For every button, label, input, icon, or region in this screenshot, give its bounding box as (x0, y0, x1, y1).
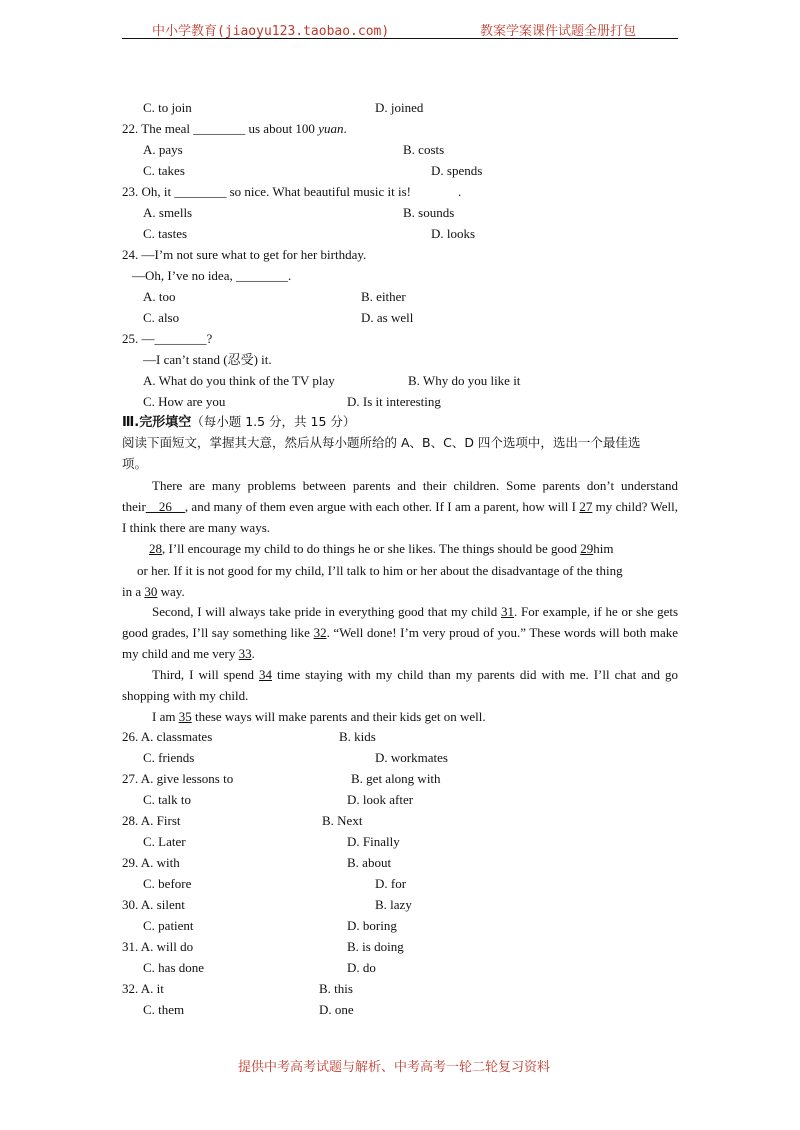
passage-paragraph-2: 28, I’ll encourage my child to do things he or she likes. The things should be good 29him (149, 541, 614, 556)
q22-option-c: C. takes (143, 163, 185, 178)
q28-option-a: 28. A. First (122, 813, 181, 828)
passage-paragraph-2-line3: in a 30 way. (122, 584, 185, 599)
q25-line2: —I can’t stand (忍受) it. (143, 352, 272, 367)
q24-line2: —Oh, I’ve no idea, ________. (132, 268, 292, 283)
q24-option-b: B. either (361, 289, 406, 304)
q29-option-b: B. about (347, 855, 392, 870)
blank-27: 27 (579, 499, 593, 514)
blank-30: 30 (144, 584, 158, 599)
section-title: Ⅲ.完形填空 (122, 415, 192, 430)
blank-29: 29 (580, 541, 594, 556)
header-rule (122, 38, 678, 39)
q21-option-d: D. joined (375, 100, 424, 115)
q24-line1: 24. —I’m not sure what to get for her birthday. (122, 247, 367, 262)
q32-option-b: B. this (319, 981, 353, 996)
q25-option-b: B. Why do you like it (408, 373, 521, 388)
header-left: 中小学教育(jiaoyu123.taobao.com) (152, 24, 390, 39)
section-score: （每小题 1.5 分，共 15 分） (191, 414, 356, 429)
q22-option-d: D. spends (431, 163, 483, 178)
q31-option-b: B. is doing (347, 939, 404, 954)
q30-option-a: 30. A. silent (122, 897, 185, 912)
passage-paragraph-4: Third, I will spend 34 time staying with my child than my parents did with me. I’ll chat and go shopping with my child. (122, 667, 678, 703)
q26-option-a: 26. A. classmates (122, 729, 213, 744)
q25-option-c: C. How are you (143, 394, 226, 409)
q24-option-d: D. as well (361, 310, 414, 325)
q30-option-b: B. lazy (375, 897, 412, 912)
q29-option-a: 29. A. with (122, 855, 180, 870)
q26-option-d: D. workmates (375, 750, 448, 765)
q23-option-d: D. looks (431, 226, 476, 241)
section-instruction-1: 阅读下面短文，掌握其大意，然后从每小题所给的 A、B、C、D 四个选项中，选出一个最佳选 (122, 435, 641, 450)
q21-option-c: C. to join (143, 100, 192, 115)
q32-option-d: D. one (319, 1002, 354, 1017)
q28-option-c: C. Later (143, 834, 186, 849)
blank-34: 34 (259, 667, 272, 682)
q32-option-a: 32. A. it (122, 981, 164, 996)
q27-option-d: D. look after (347, 792, 414, 807)
blank-33: 33 (238, 646, 252, 661)
q26-option-b: B. kids (339, 729, 376, 744)
q29-option-c: C. before (143, 876, 192, 891)
q23-dot: . (458, 184, 462, 199)
blank-32: 32 (313, 625, 327, 640)
q29-option-d: D. for (375, 876, 407, 891)
q23-option-c: C. tastes (143, 226, 188, 241)
q26-option-c: C. friends (143, 750, 195, 765)
q31-option-a: 31. A. will do (122, 939, 194, 954)
q25-option-d: D. Is it interesting (347, 394, 441, 409)
passage-paragraph-2-line2: or her. If it is not good for my child, I’ll talk to him or her about the disadvantage of the thing (137, 563, 623, 578)
q22-stem: 22. The meal ________ us about 100 yuan. (122, 121, 347, 136)
footer-text: 提供中考高考试题与解析、中考高考一轮二轮复习资料 (238, 1060, 551, 1075)
q23-option-a: A. smells (143, 205, 193, 220)
blank-35: 35 (178, 709, 192, 724)
q30-option-d: D. boring (347, 918, 397, 933)
q24-option-c: C. also (143, 310, 180, 325)
blank-31: 31 (501, 604, 515, 619)
q31-option-d: D. do (347, 960, 376, 975)
header-right: 教案学案课件试题全册打包 (480, 24, 637, 39)
q25-line1: 25. —________? (122, 331, 213, 346)
q24-option-a: A. too (143, 289, 176, 304)
q28-option-b: B. Next (322, 813, 363, 828)
q25-option-a: A. What do you think of the TV play (143, 373, 335, 388)
q28-option-d: D. Finally (347, 834, 400, 849)
q27-option-c: C. talk to (143, 792, 192, 807)
q22-option-a: A. pays (143, 142, 183, 157)
q31-option-c: C. has done (143, 960, 205, 975)
q30-option-c: C. patient (143, 918, 194, 933)
section-heading (122, 414, 355, 431)
q23-stem: 23. Oh, it ________ so nice. What beautiful music it is! (122, 184, 411, 199)
q32-option-c: C. them (143, 1002, 185, 1017)
blank-28: 28 (149, 541, 162, 556)
passage-paragraph-3: Second, I will always take pride in everything good that my child 31. For example, if he or she gets good grades, I’ll say something like 32. “Well done! I’m very proud of you.” These words will both make my child and me very 33. (122, 604, 679, 661)
section-instruction-2: 项。 (122, 456, 148, 471)
q27-option-b: B. get along with (351, 771, 441, 786)
q27-option-a: 27. A. give lessons to (122, 771, 234, 786)
q22-option-b: B. costs (403, 142, 445, 157)
passage-paragraph-5: I am 35 these ways will make parents and their kids get on well. (152, 709, 486, 724)
blank-26: __26__ (145, 499, 185, 514)
q23-option-b: B. sounds (403, 205, 455, 220)
passage-paragraph-1: There are many problems between parents and their children. Some parents don’t understand their__26__, and many of them even argue with each other. If I am a parent, how will I 27 my child? Well, I think there are many ways. (122, 478, 678, 535)
